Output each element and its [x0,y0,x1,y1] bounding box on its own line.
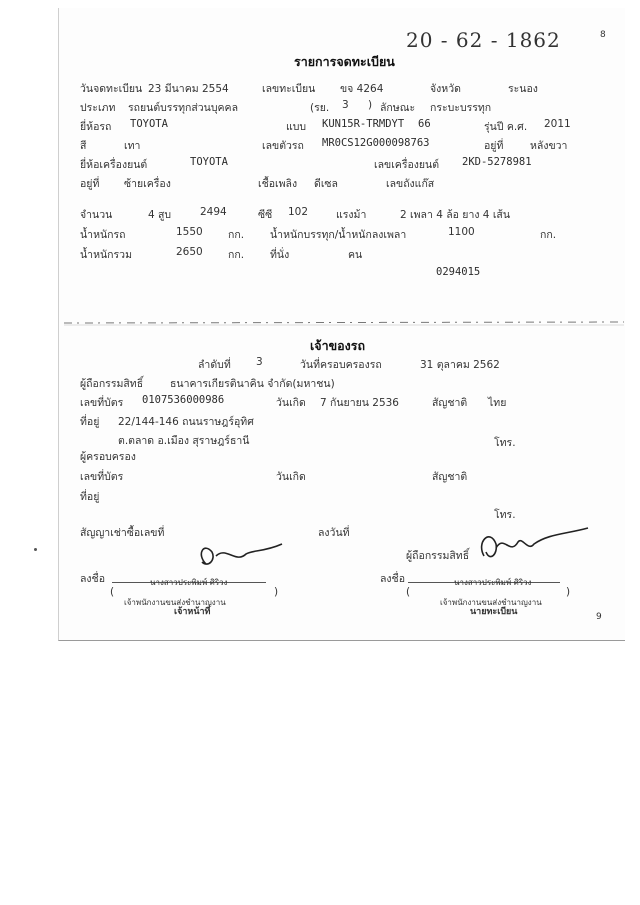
engine-loc-label: อยู่ที่ [80,178,100,190]
sign-name-left: นางสาวประพิมพ์ ศิริวง [150,578,228,587]
fuel-label: เชื้อเพลิง [258,178,298,190]
gross-unit: กก. [228,249,245,261]
sign-role-left: เจ้าพนักงานขนส่งชำนาญงาน [124,598,226,607]
code-label: (รย. [310,102,330,114]
sign-label-left: ลงชื่อ [80,573,105,585]
possessor-label: ผู้ครอบครอง [80,451,136,463]
engine-loc: ซ้ายเครื่อง [124,178,171,190]
tel-label: โทร. [494,437,516,449]
color-label: สี [80,140,87,152]
engine-no: 2KD-5278981 [462,156,532,168]
axles: 2 เพลา 4 ล้อ ยาง 4 เส้น [400,209,510,221]
scan-speck [34,548,37,551]
card-label: เลขที่บัตร [80,397,124,409]
weight-label: น้ำหนักรถ [80,229,126,241]
engine-brand-label: ยี่ห้อเครื่องยนต์ [80,159,148,171]
cylinders: 4 สูบ [148,209,172,221]
reg-no: ขจ 4264 [340,83,384,95]
brand-label: ยี่ห้อรถ [80,121,112,133]
hp-label: แรงม้า [336,209,367,221]
possession-date-label: วันที่ครอบครองรถ [300,359,382,371]
order: 3 [256,356,263,368]
type-label: ประเภท [80,102,116,114]
fuel: ดีเซล [314,178,338,190]
nation-label: สัญชาติ [432,397,468,409]
owner-section-title: เจ้าของรถ [310,338,366,353]
style: กระบะบรรทุก [430,102,492,114]
card-number: 0107536000986 [142,394,225,406]
gas-tank-label: เลขถังแก๊ส [386,178,435,190]
registration-title: รายการจดทะเบียน [294,54,395,69]
seats-unit: คน [348,249,363,261]
paren-open-right: ( [406,586,411,598]
load-label: น้ำหนักบรรทุก/น้ำหนักลงเพลา [270,229,407,241]
chassis-loc: หลังขวา [530,140,568,152]
cc: 2494 [200,206,227,218]
owner-name: ธนาคารเกียรตินาคิน จำกัด(มหาชน) [170,378,335,390]
brand: TOYOTA [130,118,168,130]
sign-role-right: เจ้าพนักงานขนส่งชำนาญงาน [440,598,542,607]
contract-date-label: ลงวันที่ [318,527,350,539]
qty-label: จำนวน [80,209,113,221]
address-line-2: ต.ตลาด อ.เมือง สุราษฎร์ธานี [118,435,250,447]
cc-label: ซีซี [258,209,273,221]
year: 2011 [544,118,571,130]
gross-label: น้ำหนักรวม [80,249,132,261]
owner-sign-label: ผู้ถือกรรมสิทธิ์ [406,550,470,562]
birth-date: 7 กันยายน 2536 [320,397,399,409]
code-close: ) [368,99,373,111]
paren-open-left: ( [110,586,115,598]
reg-date-label: วันจดทะเบียน [80,83,143,95]
sign-name-right: นางสาวประพิมพ์ ศิริวง [454,578,532,587]
sign-title-right: นายทะเบียน [470,607,518,617]
addr2-label: ที่อยู่ [80,491,100,503]
page-number-bottom: 9 [596,612,602,622]
hp: 102 [288,206,309,218]
birth-label: วันเกิด [276,397,306,409]
model: KUN15R-TRMDYT [322,118,405,130]
reg-no-label: เลขทะเบียน [262,83,316,95]
signature-right [470,522,590,568]
copy-seam-line [64,316,624,330]
color: เทา [124,140,141,152]
gross: 2650 [176,246,203,258]
province: ระนอง [508,83,538,95]
type: รถยนต์บรรทุกส่วนบุคคล [128,102,238,114]
weight: 1550 [176,226,203,238]
chassis-loc-label: อยู่ที่ [484,140,504,152]
paren-close-left: ) [274,586,279,598]
sign-title-left: เจ้าหน้าที่ [174,607,211,617]
tel2-label: โทร. [494,509,516,521]
address-line-1: 22/144-146 ถนนราษฎร์อุทิศ [118,416,254,428]
page-number-top: 8 [600,30,606,40]
code: 3 [342,99,349,111]
chassis: MR0CS12G000098763 [322,137,430,149]
load-unit: กก. [540,229,557,241]
contract-label: สัญญาเช่าซื้อเลขที่ [80,527,165,539]
model-code: 66 [418,118,431,130]
sign-label-right: ลงชื่อ [380,573,405,585]
order-label: ลำดับที่ [198,359,231,371]
signature-left [186,534,286,574]
load: 1100 [448,226,475,238]
reg-date: 23 มีนาคม 2554 [148,83,229,95]
chassis-label: เลขตัวรถ [262,140,304,152]
serial-number: 0294015 [436,266,481,278]
handwritten-number: 20 - 62 - 1862 [406,28,561,52]
seats-label: ที่นั่ง [270,249,290,261]
owner-label: ผู้ถือกรรมสิทธิ์ [80,378,144,390]
addr-label: ที่อยู่ [80,416,100,428]
nation2-label: สัญชาติ [432,471,468,483]
card2-label: เลขที่บัตร [80,471,124,483]
birth2-label: วันเกิด [276,471,306,483]
weight-unit: กก. [228,229,245,241]
model-label: แบบ [286,121,307,133]
style-label: ลักษณะ [380,102,416,114]
nation: ไทย [488,397,507,409]
province-label: จังหวัด [430,83,461,95]
engine-brand: TOYOTA [190,156,228,168]
possession-date: 31 ตุลาคม 2562 [420,359,500,371]
engine-no-label: เลขเครื่องยนต์ [374,159,440,171]
year-label: รุ่นปี ค.ศ. [484,121,528,133]
paren-close-right: ) [566,586,571,598]
